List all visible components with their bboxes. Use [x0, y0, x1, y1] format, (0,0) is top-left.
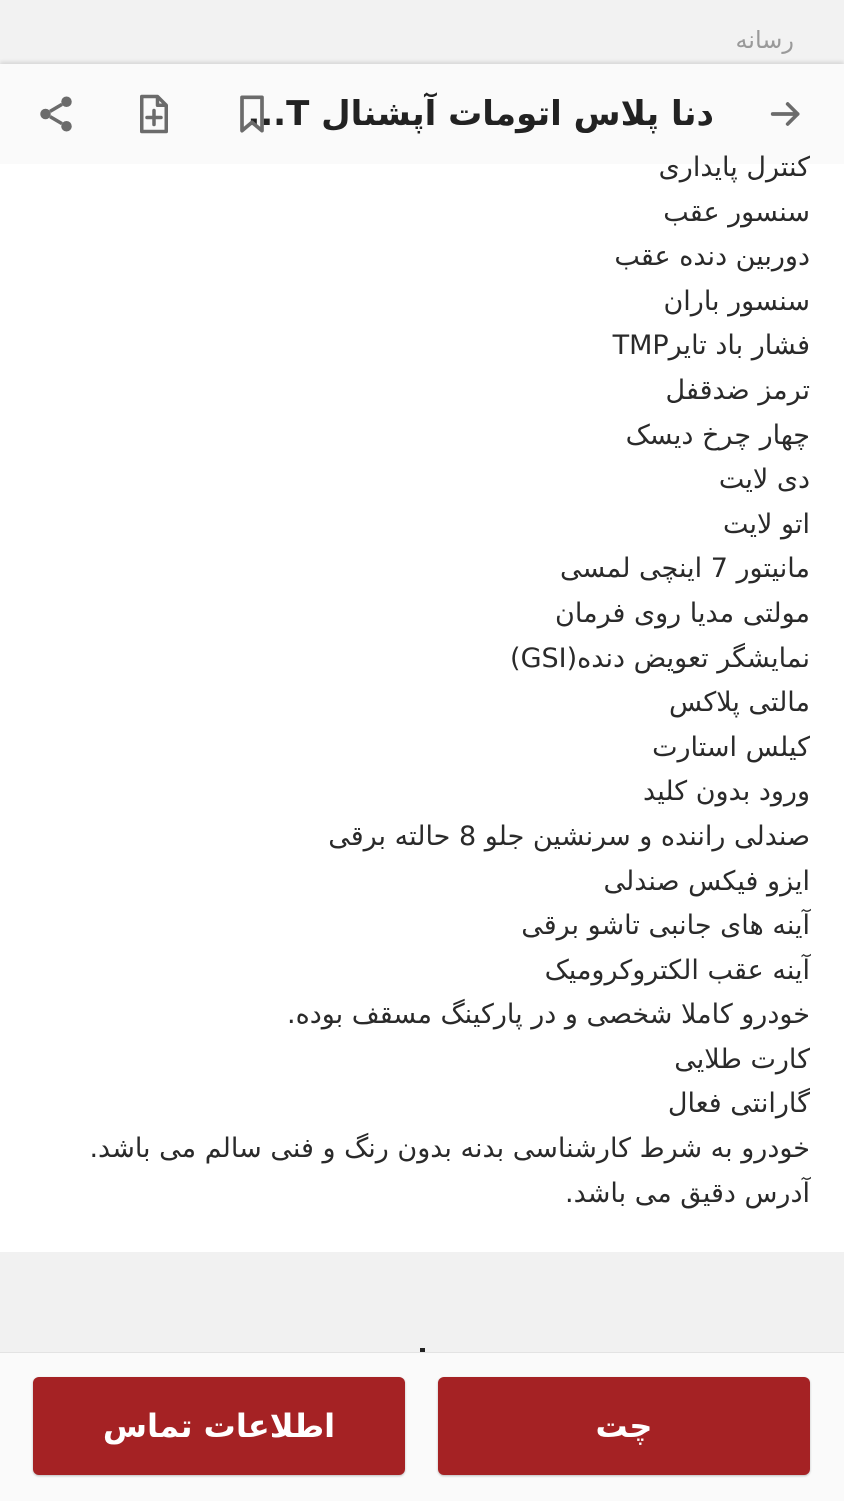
arrow-right-icon [766, 94, 806, 134]
feature-item: دوربین دنده عقب [614, 241, 810, 273]
separator-band [0, 1252, 844, 1352]
feature-item: ایزو فیکس صندلی [603, 865, 810, 897]
feature-item: مالتی پلاکس [668, 687, 810, 719]
feature-item: دی لایت [718, 464, 810, 496]
feature-item: مانیتور 7 اینچی لمسی [560, 553, 810, 585]
feature-item: خودرو کاملا شخصی و در پارکینگ مسقف بوده. [286, 999, 810, 1031]
add-note-button[interactable] [128, 88, 180, 140]
chat-button[interactable]: چت [438, 1377, 810, 1475]
feature-item: سنسور باران [663, 285, 810, 317]
action-bar [0, 1352, 844, 1501]
back-button[interactable] [760, 88, 812, 140]
feature-item: کیلس استارت [652, 731, 810, 763]
feature-item: چهار چرخ دیسک [625, 419, 810, 451]
contact-info-button[interactable]: اطلاعات تماس [33, 1377, 405, 1475]
feature-item: کارت طلایی [674, 1043, 810, 1075]
description-content [0, 152, 844, 1252]
feature-item: ورود بدون کلید [643, 776, 810, 808]
page-title: دنا پلاس اتومات آپشنال T... [247, 94, 714, 134]
feature-item: فشار باد تایرTMP [612, 330, 810, 362]
feature-item: مولتی مدیا روی فرمان [555, 597, 810, 629]
feature-item: آینه عقب الکتروکرومیک [544, 954, 810, 986]
bookmark-button[interactable] [226, 88, 278, 140]
feature-item: آدرس دقیق می باشد. [565, 1177, 810, 1209]
feature-item: صندلی راننده و سرنشین جلو 8 حالته برقی [328, 820, 810, 852]
top-strip [0, 0, 844, 64]
add-document-icon [136, 93, 172, 135]
feature-item: اتو لایت [723, 508, 810, 540]
feature-item: نمایشگر تعویض دنده(GSI) [510, 642, 810, 674]
share-button[interactable] [30, 88, 82, 140]
feature-item: آینه های جانبی تاشو برقی [521, 910, 810, 942]
feature-item: گارانتی فعال [667, 1088, 810, 1120]
feature-item: کنترل پایداری [658, 152, 810, 183]
breadcrumb[interactable]: رسانه [735, 26, 794, 54]
feature-item: سنسور عقب [663, 196, 810, 228]
bookmark-icon [234, 94, 270, 134]
feature-list [20, 146, 810, 1216]
share-icon [35, 93, 77, 135]
feature-item: خودرو به شرط کارشناسی بدنه بدون رنگ و فنی سالم می باشد. [89, 1133, 810, 1165]
feature-item: ترمز ضدقفل [665, 374, 810, 406]
